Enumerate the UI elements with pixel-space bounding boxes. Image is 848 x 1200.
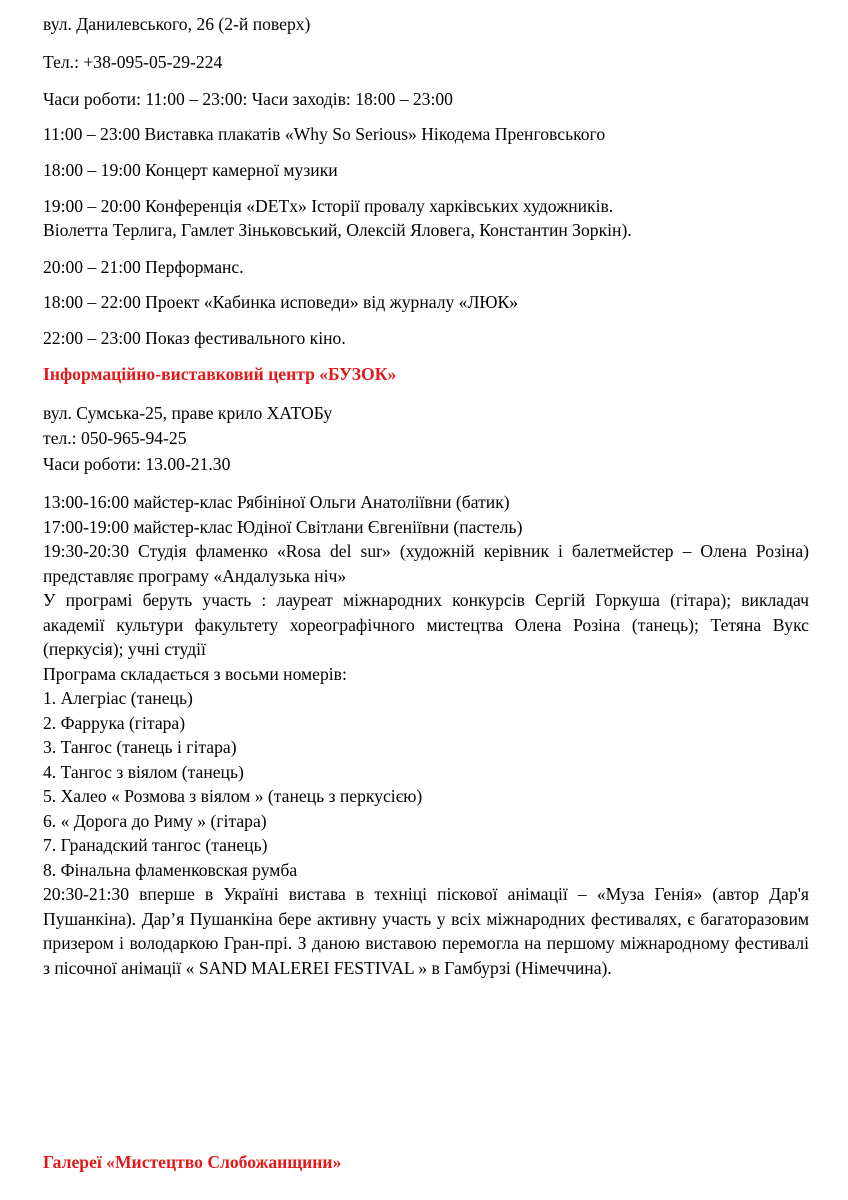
event-line: 20:00 – 21:00 Перформанс.	[43, 257, 244, 277]
event-line: 17:00-19:00 майстер-клас Юдіної Світлани Євгеніївни (пастель)	[43, 516, 523, 537]
section2-body	[43, 490, 809, 980]
program-item: 8. Фінальна фламенковская румба	[43, 859, 298, 880]
venue-address: вул. Сумська-25, праве крило ХАТОБу	[43, 403, 333, 423]
participants-paragraph: У програмі беруть участь : лауреат міжнародних конкурсів Сергій Горкуша (гітара); викладач академії культури факультету хореографічного мистецтва Олена Розіна (танець); Тетяна Вукс (перкусія); учні студії	[43, 590, 809, 659]
section-heading: Галереї «Мистецтво Слобожанщини»	[43, 1152, 342, 1172]
program-item: 6. « Дорога до Риму » (гітара)	[43, 810, 267, 831]
event-line: 19:00 – 20:00 Конференція «DETx» Історії провалу харківських художників.	[43, 196, 614, 216]
event-line: Віолетта Терлига, Гамлет Зіньковський, Олексій Яловега, Константин Зоркін).	[43, 220, 632, 240]
program-item: 1. Алегріас (танець)	[43, 688, 193, 708]
program-item: 5. Халео « Розмова з віялом » (танець з перкусією)	[43, 786, 423, 806]
event-line: 18:00 – 19:00 Концерт камерної музики	[43, 160, 338, 180]
sand-animation-paragraph: 20:30-21:30 вперше в Україні вистава в техніці піскової анімації – «Муза Генія» (автор Дар'я Пушанкіна). Дар’я Пушанкіна бере активну участь у всіх міжнародних фестивалях, є багаторазовим призером і володаркою Гран-прі. З даною виставою перемогла на першому міжнародному фестивалі з пісочної анімації « SAND MALEREI FESTIVAL » в Гамбурзі (Німеччина).	[43, 884, 809, 978]
program-item: 3. Тангос (танець і гітара)	[43, 737, 237, 757]
program-item: 7. Гранадский тангос (танець)	[43, 835, 268, 855]
event-line: 11:00 – 23:00 Виставка плакатів «Why So Serious» Нікодема Пренговського	[43, 124, 606, 144]
event-line: 18:00 – 22:00 Проект «Кабинка исповеди» від журналу «ЛЮК»	[43, 292, 519, 312]
program-item: 2. Фаррука (гітара)	[43, 712, 186, 733]
event-line: 22:00 – 23:00 Показ фестивального кіно.	[43, 328, 346, 348]
flamenco-paragraph: 19:30-20:30 Студія фламенко «Rosa del sur» (художній керівник і балетмейстер – Олена Розіна) представляє програму «Андалузька ніч»	[43, 541, 809, 586]
venue-hours: Часи роботи: 11:00 – 23:00: Часи заходів: 18:00 – 23:00	[43, 89, 453, 109]
venue-phone: тел.: 050-965-94-25	[43, 428, 187, 448]
venue-address: вул. Данилевського, 26 (2-й поверх)	[43, 14, 311, 34]
section-heading: Інформаційно-виставковий центр «БУЗОК»	[43, 364, 397, 384]
program-intro: Програма складається з восьми номерів:	[43, 663, 347, 684]
program-item: 4. Тангос з віялом (танець)	[43, 761, 244, 782]
event-line: 13:00-16:00 майстер-клас Рябініної Ольги Анатоліївни (батик)	[43, 492, 510, 512]
venue-phone: Тел.: +38-095-05-29-224	[43, 52, 223, 72]
venue-hours: Часи роботи: 13.00-21.30	[43, 454, 231, 474]
